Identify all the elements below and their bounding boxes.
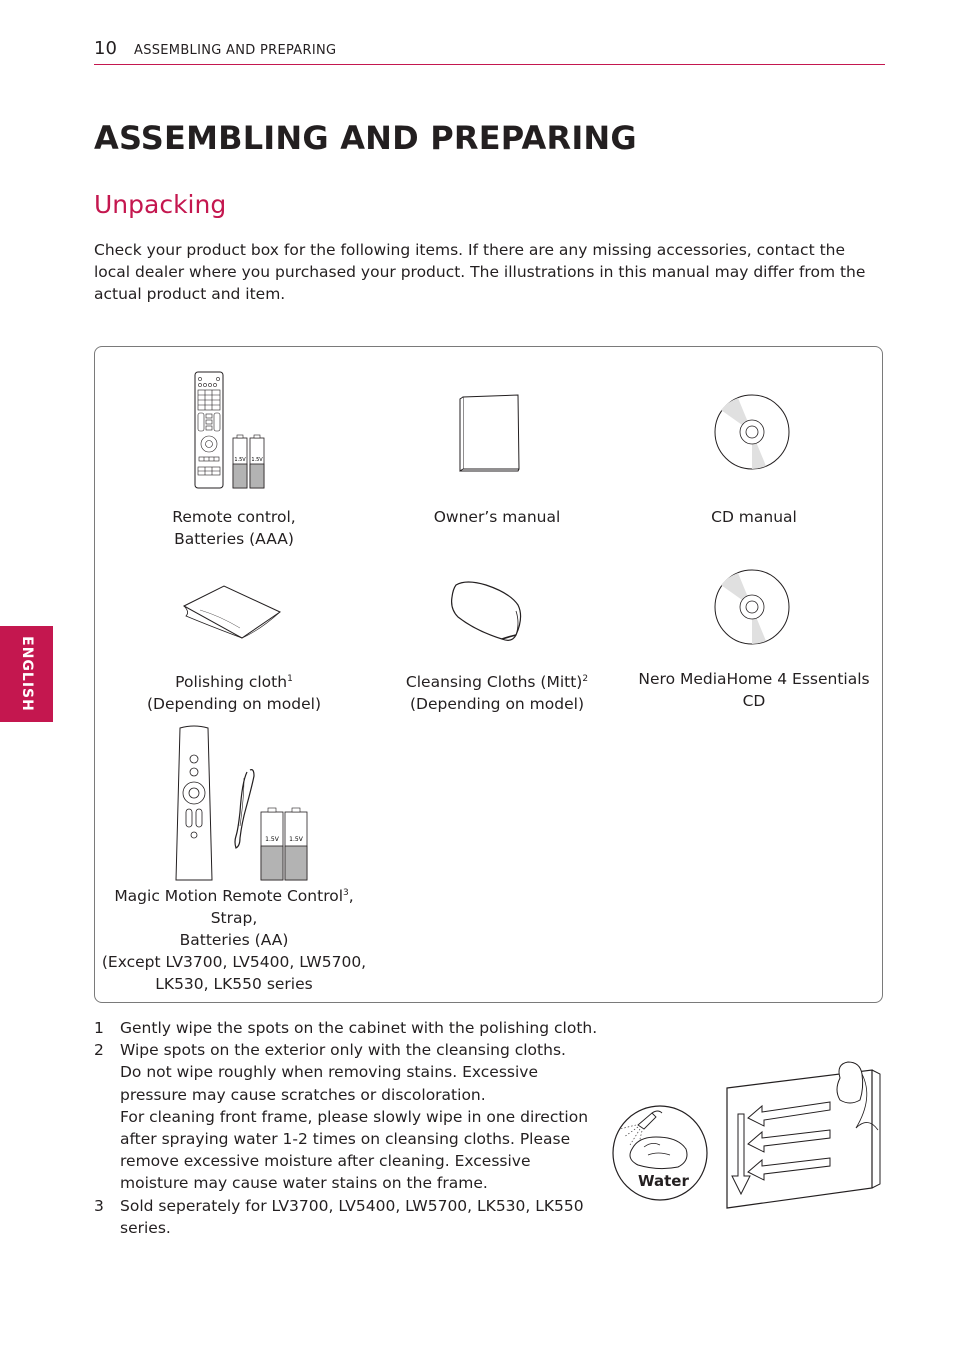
polishing-cloth-illustration [180,582,286,642]
battery-label: 1.5V [251,457,263,463]
footnote-item: 1 Gently wipe the spots on the cabinet with the polishing cloth. [94,1019,598,1037]
caption-remote-control: Remote control, Batteries (AAA) [172,508,296,548]
footnote-item: 3 Sold seperately for LV3700, LV5400, LW5700, LK530, LK550 series. [94,1196,584,1237]
magic-motion-remote-illustration [170,722,310,884]
caption-cleansing-mitt: Cleansing Cloths (Mitt)$^2$ (Depending on model) [405,673,589,714]
language-tab-label: ENGLISH [18,636,35,712]
caption-magic-motion-remote: Magic Motion Remote Control$^3$, Strap, Batteries (AA) (Except LV3700, LV5400, LW5700, LK530, LK550 series [101,887,367,994]
owners-manual-illustration [458,392,524,474]
caption-owners-manual: Owner’s manual [433,508,561,526]
caption-cd-manual: CD manual [711,508,797,526]
battery-label: 1.5V [265,836,279,843]
caption-nero-cd: Nero MediaHome 4 Essentials CD [638,670,870,710]
intro-paragraph: Check your product box for the following items. If there are any missing accessories, contact the local dealer where you purchased your product. The illustrations in this manual may differ from the actual product and item. [94,241,866,303]
page-header [94,38,885,65]
caption-polishing-cloth: Polishing cloth$^1$ (Depending on model) [147,673,321,714]
battery-label: 1.5V [289,836,303,843]
footnotes-list [94,1017,599,1239]
frame-wiping-illustration [722,1058,884,1210]
page-number: 10 [94,38,117,59]
language-tab [0,626,53,722]
footnote-item: 2 Wipe spots on the exterior only with the cleansing cloths. Do not wipe roughly when removing stains. Excessive pressure may cause scratches or discoloration. For cleaning front frame, please slowly wipe in one direction after spraying water 1-2 times on cleansing cloths. Please remove excessive moisture after cleaning. Excessive moisture may cause water stains on the frame. [94,1041,589,1193]
water-label: Water [638,1172,689,1190]
cleansing-mitt-illustration [446,577,524,645]
running-head: ASSEMBLING AND PREPARING [134,43,337,58]
nero-cd-illustration [712,567,792,647]
remote-control-illustration [190,368,270,492]
section-title: Unpacking [94,190,227,219]
page-title: ASSEMBLING AND PREPARING [94,119,637,157]
battery-label: 1.5V [234,457,246,463]
cd-manual-illustration [712,392,792,472]
